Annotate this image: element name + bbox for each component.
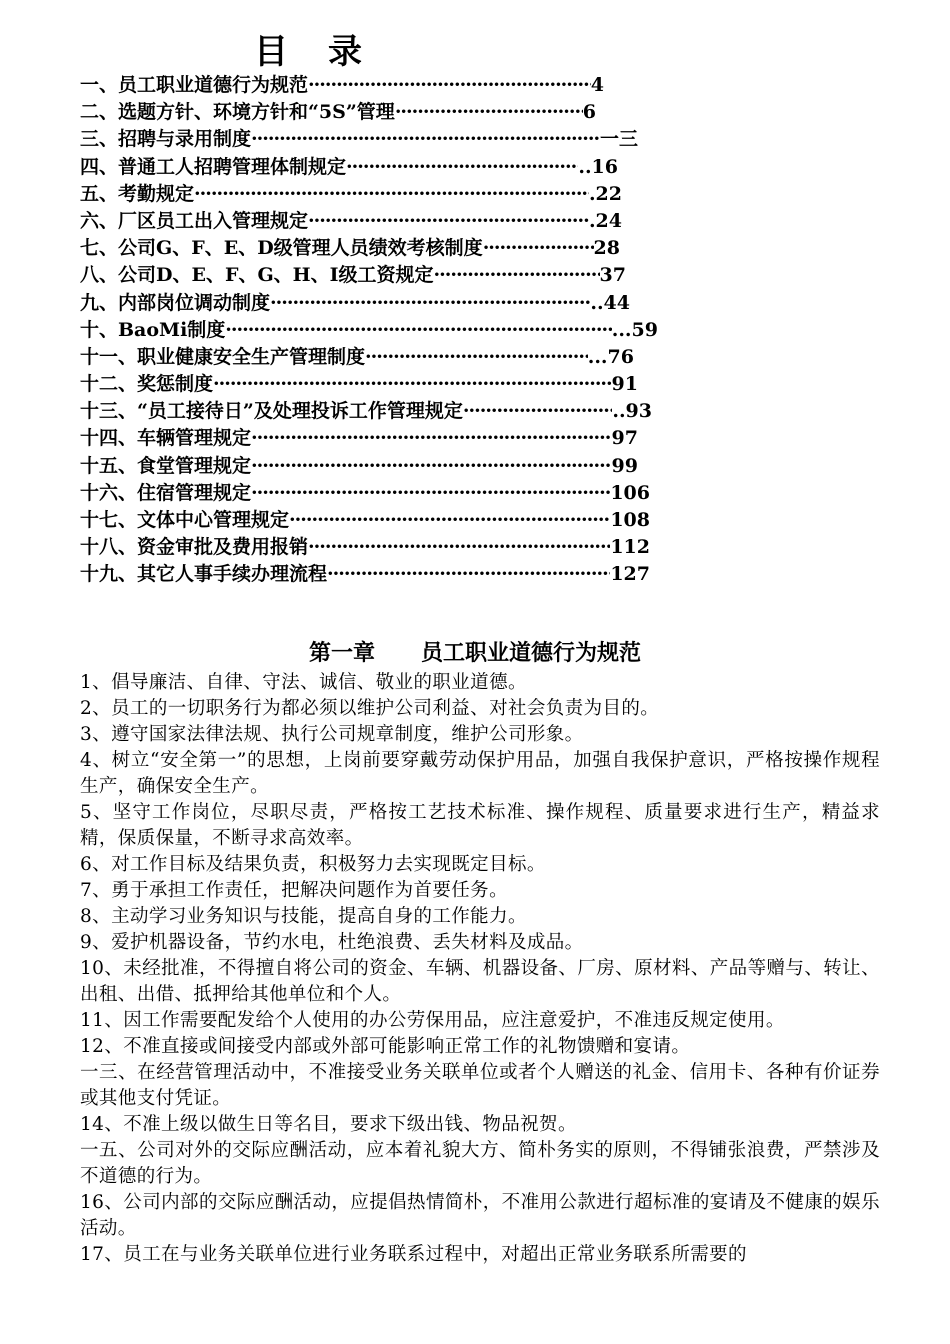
toc-entry-page: ...76 xyxy=(587,345,634,368)
toc-entry-label: 十一、职业健康安全生产管理制度 xyxy=(80,345,366,368)
toc-entry-label: 六、厂区员工出入管理规定 xyxy=(80,209,309,232)
toc-title: 目录 xyxy=(254,32,402,72)
toc-leader-dots xyxy=(434,262,600,289)
toc-entry xyxy=(80,126,638,153)
toc-entry-page: 一三 xyxy=(599,128,638,151)
toc-entry-label: 二、选题方针、环境方针和“5S”管理 xyxy=(80,101,395,124)
toc-entry xyxy=(80,561,650,588)
toc-entry xyxy=(80,262,626,289)
toc-entry-page: 37 xyxy=(599,264,626,287)
rule-paragraph: 16、公司内部的交际应酬活动，应提倡热情简朴，不准用公款进行超标准的宴请及不健康的娱乐活动。 xyxy=(80,1192,880,1239)
rule-paragraph: 一三、在经营管理活动中，不准接受业务关联单位或者个人赠送的礼金、信用卡、各种有价证券或其他支付凭证。 xyxy=(80,1062,880,1109)
toc-leader-dots xyxy=(251,425,612,452)
toc-entry-label: 五、考勤规定 xyxy=(80,182,195,205)
toc-entry xyxy=(80,534,650,561)
toc-entry-label: 一、员工职业道德行为规范 xyxy=(80,74,309,96)
toc-entry-label: 三、招聘与录用制度 xyxy=(80,128,252,151)
rule-paragraph: 3、遵守国家法律法规、执行公司规章制度，维护公司形象。 xyxy=(80,724,584,745)
toc-entry-page: 28 xyxy=(593,237,620,260)
toc-entry xyxy=(80,208,622,235)
rule-paragraph: 2、员工的一切职务行为都必须以维护公司利益、对社会负责为目的。 xyxy=(80,698,660,719)
toc-leader-dots xyxy=(213,371,612,398)
toc-leader-dots xyxy=(270,290,590,317)
toc-entry-label: 九、内部岗位调动制度 xyxy=(80,291,271,314)
rule-paragraph: 一五、公司对外的交际应酬活动，应本着礼貌大方、简朴务实的原则，不得铺张浪费，严禁涉及不道德的行为。 xyxy=(80,1140,880,1187)
toc-leader-dots xyxy=(251,480,610,507)
toc-leader-dots xyxy=(365,344,588,371)
toc-entry xyxy=(80,181,622,208)
toc-entry xyxy=(80,99,596,126)
rule-paragraph: 12、不准直接或间接受内部或外部可能影响正常工作的礼物馈赠和宴请。 xyxy=(80,1036,691,1057)
toc-leader-dots xyxy=(289,507,610,534)
rule-paragraph: 4、树立“安全第一”的思想，上岗前要穿戴劳动保护用品，加强自我保护意识，严格按操作规程生产，确保安全生产。 xyxy=(80,750,880,797)
toc-entry xyxy=(80,290,630,317)
toc-entry-page: ..44 xyxy=(590,291,630,314)
rule-paragraph: 7、勇于承担工作责任，把解决问题作为首要任务。 xyxy=(80,880,508,901)
toc-entry-page: 106 xyxy=(610,481,650,504)
rule-paragraph: 5、坚守工作岗位，尽职尽责，严格按工艺技术标准、操作规程、质量要求进行生产，精益求精，保质保量，不断寻求高效率。 xyxy=(80,802,880,849)
rule-paragraph: 11、因工作需要配发给个人使用的办公劳保用品，应注意爱护，不准违反规定使用。 xyxy=(80,1010,785,1031)
table-of-contents xyxy=(80,72,658,589)
toc-entry xyxy=(80,398,652,425)
chapter-body xyxy=(80,670,880,1268)
toc-entry-page: 6 xyxy=(582,101,596,124)
toc-entry xyxy=(80,317,658,344)
toc-entry-page: 127 xyxy=(610,563,650,586)
toc-leader-dots xyxy=(308,72,591,99)
toc-entry xyxy=(80,371,638,398)
toc-entry xyxy=(80,154,618,181)
toc-entry xyxy=(80,480,650,507)
toc-entry-label: 十六、住宿管理规定 xyxy=(80,481,252,504)
toc-entry-label: 十五、食堂管理规定 xyxy=(80,454,252,477)
toc-entry-label: 十九、其它人事手续办理流程 xyxy=(80,563,328,586)
rule-paragraph: 17、员工在与业务关联单位进行业务联系过程中，对超出正常业务联系所需要的 xyxy=(80,1244,747,1265)
toc-entry-page: 112 xyxy=(610,536,650,559)
toc-entry-page: 91 xyxy=(611,373,638,396)
toc-entry xyxy=(80,425,638,452)
toc-leader-dots xyxy=(483,235,594,262)
toc-entry-page: ..93 xyxy=(612,400,652,423)
toc-entry-page: ..16 xyxy=(578,155,618,178)
toc-leader-dots xyxy=(395,99,583,126)
toc-entry-page: 99 xyxy=(611,454,638,477)
toc-leader-dots xyxy=(308,534,610,561)
toc-entry-page: .22 xyxy=(588,182,622,205)
toc-leader-dots xyxy=(251,453,612,480)
toc-entry-label: 十四、车辆管理规定 xyxy=(80,427,252,450)
toc-entry xyxy=(80,507,650,534)
toc-leader-dots xyxy=(225,317,611,344)
toc-entry-label: 十三、“员工接待日”及处理投诉工作管理规定 xyxy=(80,400,463,423)
toc-leader-dots xyxy=(308,208,589,235)
toc-entry xyxy=(80,344,634,371)
toc-entry xyxy=(80,453,638,480)
toc-leader-dots xyxy=(194,181,589,208)
rule-paragraph: 8、主动学习业务知识与技能，提高自身的工作能力。 xyxy=(80,906,527,927)
toc-entry-page: 4 xyxy=(590,74,604,96)
toc-leader-dots xyxy=(327,561,610,588)
toc-entry-page: 97 xyxy=(611,427,638,450)
toc-leader-dots xyxy=(251,126,600,153)
toc-entry xyxy=(80,72,604,99)
toc-entry-page: ...59 xyxy=(611,318,658,341)
rule-paragraph: 1、倡导廉洁、自律、守法、诚信、敬业的职业道德。 xyxy=(80,672,527,693)
toc-entry-label: 十七、文体中心管理规定 xyxy=(80,509,290,531)
toc-entry-label: 十八、资金审批及费用报销 xyxy=(80,536,309,559)
toc-entry-page: 108 xyxy=(610,509,650,531)
toc-leader-dots xyxy=(463,398,612,425)
toc-entry-label: 七、公司G、F、E、D级管理人员绩效考核制度 xyxy=(80,237,483,260)
rule-paragraph: 10、未经批准，不得擅自将公司的资金、车辆、机器设备、厂房、原材料、产品等赠与、转让、出租、出借、抵押给其他单位和个人。 xyxy=(80,958,880,1005)
toc-entry-label: 十、BaoMi制度 xyxy=(80,318,226,341)
chapter-title: 员工职业道德行为规范 xyxy=(421,640,642,666)
rule-paragraph: 14、不准上级以做生日等名目，要求下级出钱、物品祝贺。 xyxy=(80,1114,577,1135)
toc-entry-label: 四、普通工人招聘管理体制规定 xyxy=(80,155,347,178)
toc-entry xyxy=(80,235,620,262)
toc-entry-label: 十二、奖惩制度 xyxy=(80,373,214,396)
toc-entry-label: 八、公司D、E、F、G、H、I级工资规定 xyxy=(80,264,434,287)
toc-leader-dots xyxy=(346,154,578,181)
rule-paragraph: 6、对工作目标及结果负责，积极努力去实现既定目标。 xyxy=(80,854,546,875)
chapter-heading xyxy=(0,638,950,668)
toc-entry-page: .24 xyxy=(588,209,622,232)
rule-paragraph: 9、爱护机器设备，节约水电，杜绝浪费、丢失材料及成品。 xyxy=(80,932,584,953)
chapter-number: 第一章 xyxy=(308,640,375,666)
